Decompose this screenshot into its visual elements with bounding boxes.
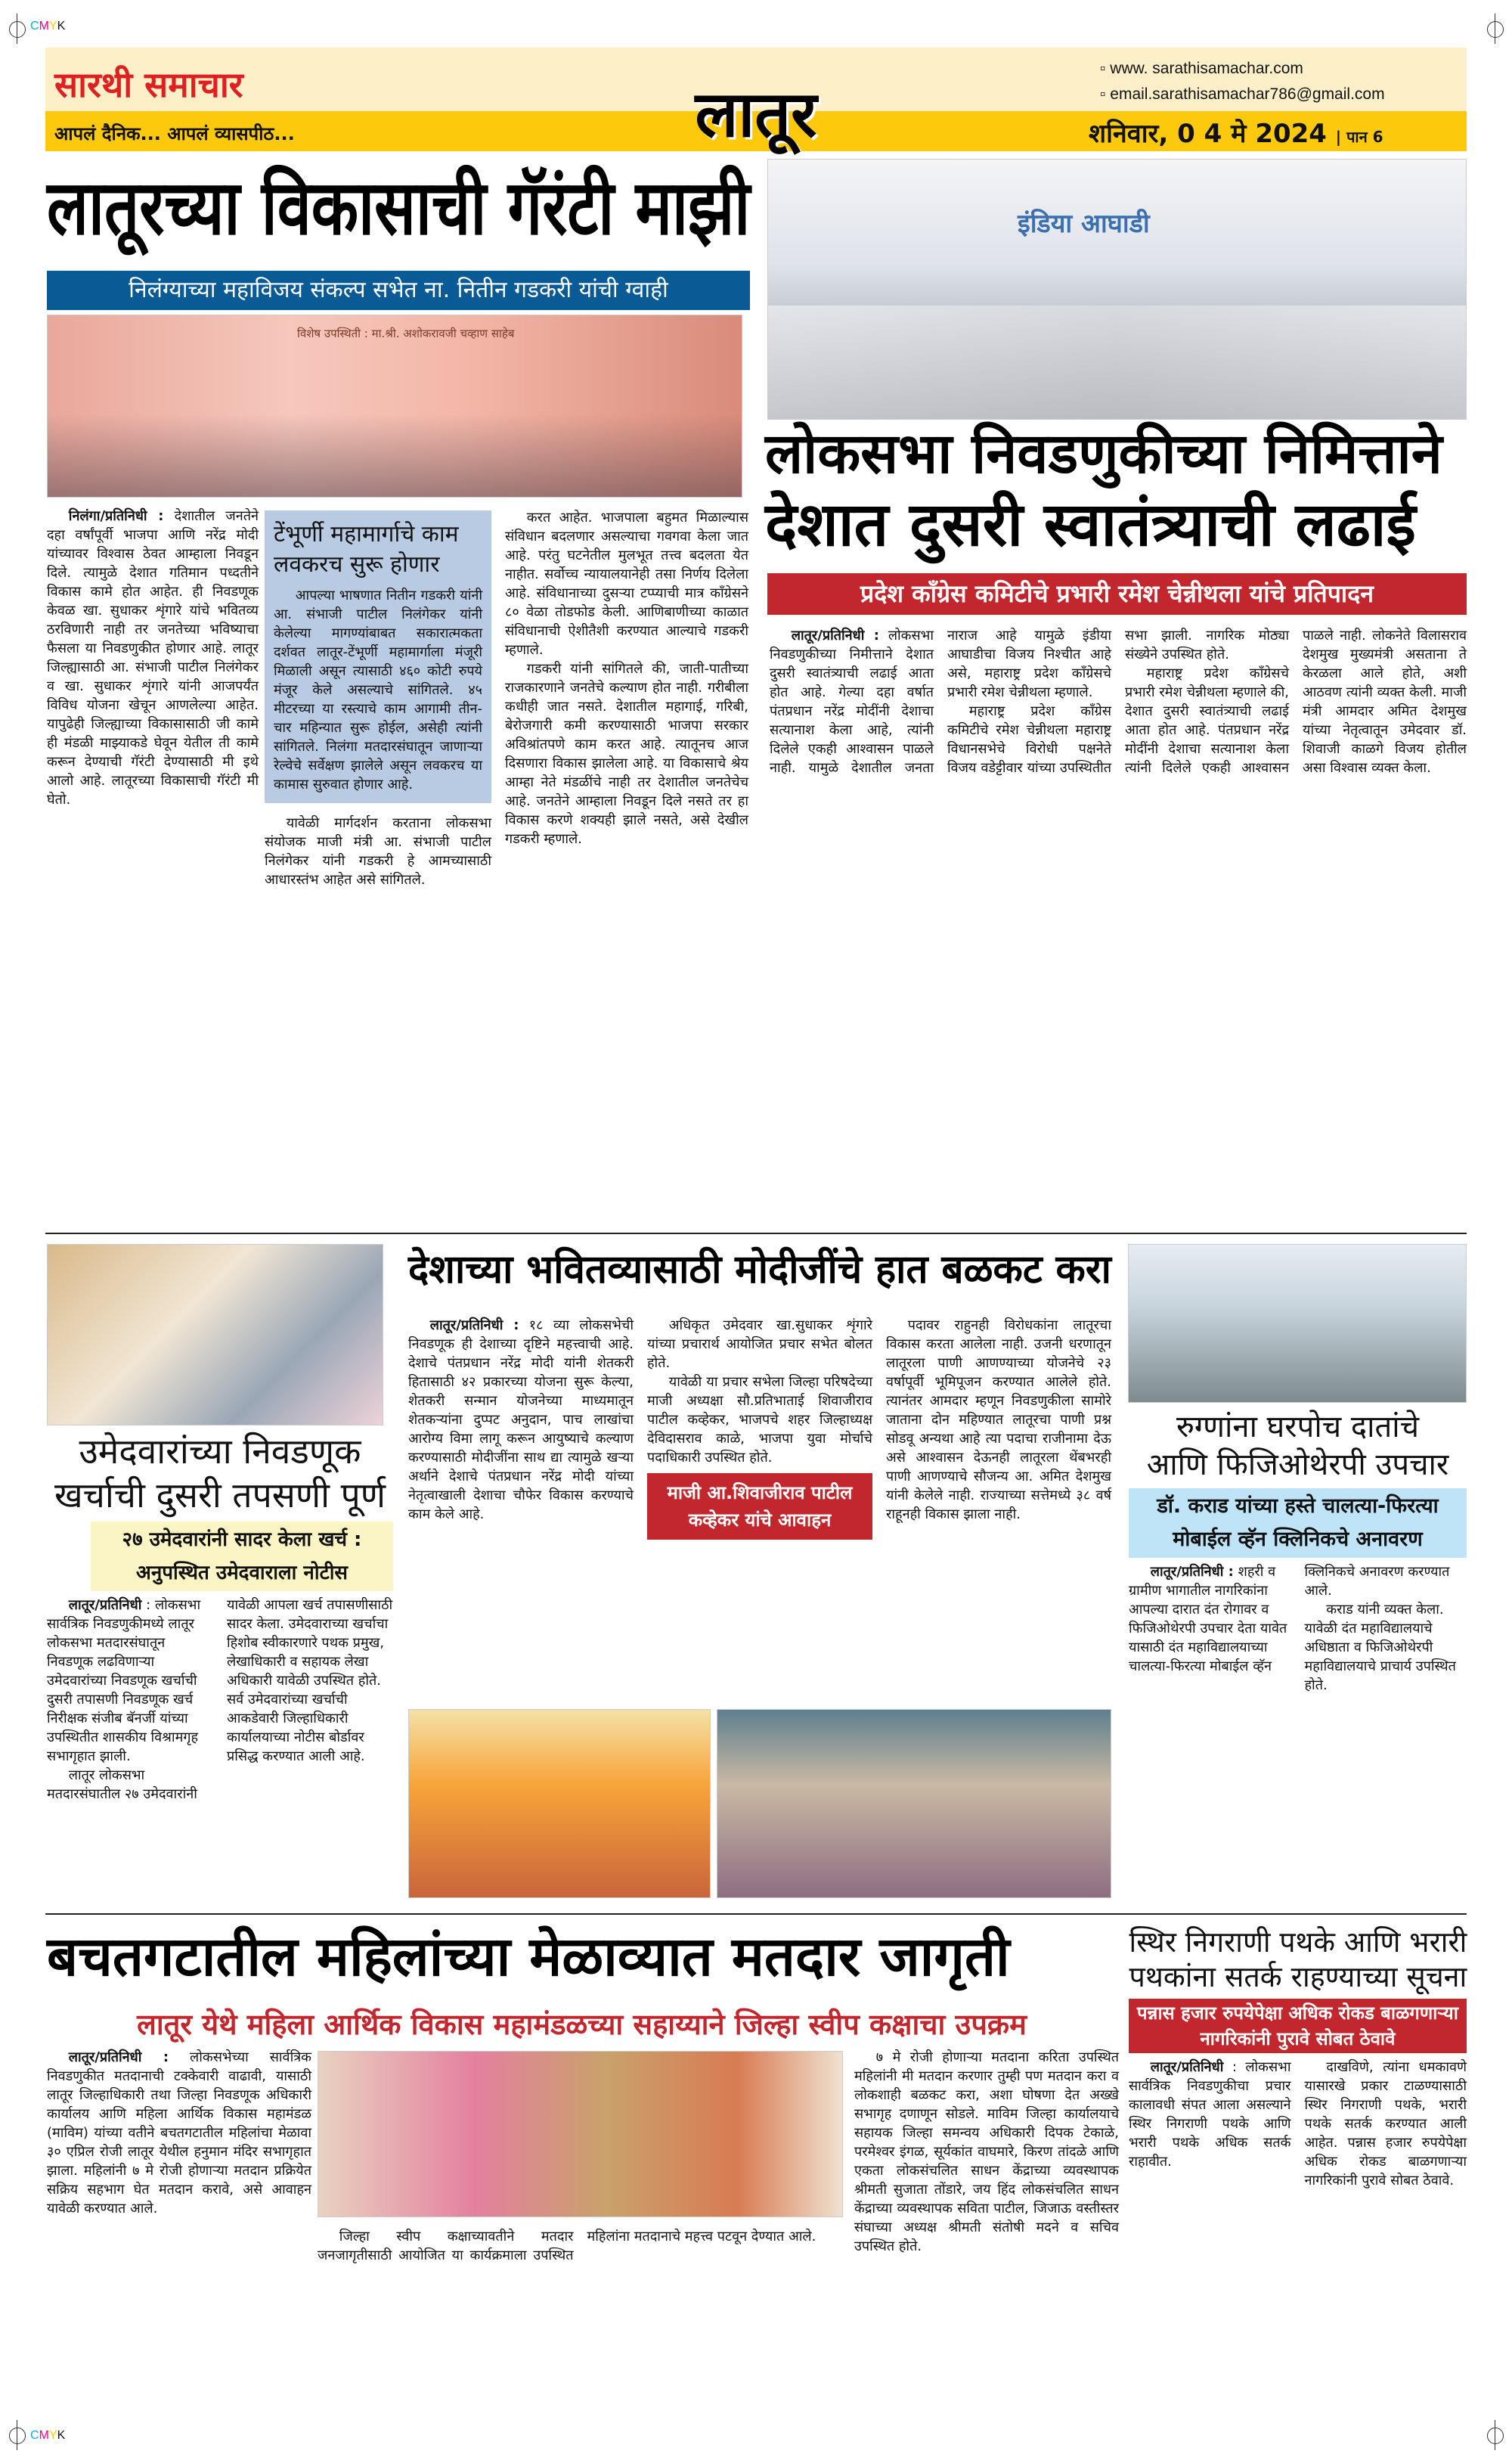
headline-line-text: रुग्णांना घरपोच दातांचे [1176,1410,1420,1444]
story5-stack [1129,1408,1467,1695]
story1-column-1 [47,507,259,809]
page-number: | पान 6 [1335,128,1383,146]
story2-headline-line2 [765,489,1467,560]
story6-column-lower [318,2227,843,2265]
story4-body [47,1596,393,1804]
paragraph: यावेळी या प्रचार सभेला जिल्हा परिषदेच्या माजी अध्यक्षा सौ.प्रतिभाताई शिवाजीराव पाटील कव्हेकर, भाजपचे शहर जिल्हाध्यक्ष देविदासराव काळे, भाजपा युवा मोर्चाचे पदाधिकारी उपस्थित होते. [647,1374,872,1466]
headline-line [1129,1408,1467,1446]
story1-column-2 [265,814,491,889]
cmyk-mark [30,20,65,33]
registration-mark [6,14,29,44]
logo-text: सारथी समाचार [54,64,243,105]
section-divider [45,1233,1467,1234]
story5-photo [1128,1244,1467,1403]
story4-stack [47,1429,393,1804]
paragraph: १८ व्या लोकसभेची निवडणूक ही देशाच्या दृष्टिने महत्त्वाची आहे. देशाचे पंतप्रधान नरेंद्र मोदी यांनी शेतकरी हितासाठी ४२ प्रकारच्या योजना सुरू केल्या, शेतकरी सन्मान योजनेच्या माध्यमातून शेतकर्‍यांना दुप्पट अनुदान, पाच लाखांचा आरोग्य विमा लागू करून आयुष्याचे कल्याण करण्यासाठी मोदीजींना साथ द्या त्यामुळे खर्‍या अर्थाने देशाचे पंतप्रधान नरेंद्र मोदी यांच्या नेतृत्वाखाली देशाचा चौफेर विकास करण्याचे काम केले आहे. [408,1317,634,1522]
story7-subhead: पन्नास हजार रुपयेपेक्षा अधिक रोकड बाळगणाऱ्या नागरिकांनी पुरावे सोबत ठेवावे [1129,1999,1467,2053]
edition-city-text: लातूर [695,77,817,151]
paragraph: : लोकसभा सार्वत्रिक निवडणुकीचा प्रचार कालावधी संपत आला असल्याने स्थिर निगराणी पथके आणि भरारी पथके अधिक सतर्क राहावीत. [1129,2059,1291,2170]
sidebar-text: आपल्या भाषणात नितीन गडकरी यांनी आ. संभाजी पाटील निलंगेकर यांनी केलेल्या मागण्यांबाबत सकारात्मकता दर्शवत लातूर-टेंभूर्णी महामार्गाला मंजूरी मिळाली असून त्यासाठी ४६० कोटी रुपये मंजूर केले असल्याचे सांगितले. ४५ मीटरच्या या रस्त्याचे काम आगामी तीन-चार महिन्यात सुरू होईल, असेही त्यांनी सांगितले. निलंगा मतदारसंघातून जाणार्‍या रेल्वेचे सर्वेक्षण झालेले असून लवकरच या कामास सुरुवात होणार आहे. [274,588,482,793]
edition-city [605,68,907,155]
paragraph: लोकसभा निवडणुकीच्या निमीत्ताने देशात दुसरी स्वातंत्र्याची लढाई आता होत आहे. गेल्या दहा वर्षात पंतप्रधान नरेंद्र मोदींनी देशाचा सत्यानाश केला आहे, त्यांनी दिलेले एकही आश्वासन पाळले नाही. यामुळे देशातील जनता नाराज आहे यामुळे इंडीया आघाडीचा विजय निश्चीत आहे असे, महाराष्ट्र प्रदेश काँग्रेसचे प्रभारी रमेश चेन्नीथला म्हणाले. [770,628,1111,776]
cmyk-c: C [30,20,39,33]
registration-mark [1484,14,1507,44]
registration-mark [1484,2420,1507,2450]
cmyk-m: M [39,20,49,33]
story5-body [1129,1562,1467,1695]
headline-line-text: खर्चाची दुसरी तपसणी पूर्ण [54,1475,386,1515]
story3-body [408,1316,1111,1540]
story4-photo [47,1244,383,1425]
story7-body [1129,2058,1467,2190]
headline-line-text: उमेदवारांच्या निवडणूक [79,1431,361,1472]
paragraph: लातूर लोकसभा मतदारसंघातील २७ उमेदवारांनी यावेळी आपला खर्च तपासणीसाठी सादर केला. उमेदवाराच्या खर्चाचा हिशोब स्वीकारणारे पथक प्रमुख, लेखाधिकारी व सहायक लेखा अधिकारी यावेळी उपस्थित होते. सर्व उमेदवारांच्या खर्चाची आकडेवारी जिल्हाधिकारी कार्यालयाच्या नोटीस बोर्डावर प्रसिद्ध करण्यात आली आहे. [47,1597,393,1802]
tagline [54,121,478,146]
headline-line [1129,1959,1467,1994]
story6-photo [318,2051,843,2217]
contact-info [1100,56,1385,107]
story1-middle-stack [265,510,491,889]
paragraph: अधिकृत उमेदवार खा.सुधाकर शृंगारे यांच्या प्रचारार्थ आयोजित प्रचार सभेत बोलत होते. [647,1317,872,1371]
story5-headline [1129,1408,1467,1484]
story1-sidebar-box [265,510,491,803]
dateline: लातूर/प्रतिनिधी : [429,1317,519,1333]
dateline: लातूर/प्रतिनिधी [1150,2059,1224,2075]
date-text: शनिवार, 0 4 मे 2024 [1089,119,1327,149]
issue-date [1089,115,1459,150]
paragraph: कराड यांनी व्यक्त केला. यावेळी दंत महाविद्यालयाचे अधिष्ठाता व फिजिओथेरपी महाविद्यालयाचे प्राचार्य उपस्थित होते. [1304,1602,1456,1693]
photo-banner-text [297,326,720,341]
story7-headline [1129,1925,1467,1994]
cmyk-y: Y [48,2429,57,2442]
cmyk-k: K [57,2429,66,2442]
tagline-text: आपलं दैनिक... आपलं व्यासपीठ... [54,123,295,144]
story5-subhead: डॉ. कराड यांच्या हस्ते चालत्या-फिरत्या मोबाईल व्हॅन क्लिनिकचे अनावरण [1129,1488,1467,1558]
newspaper-logo [54,60,478,107]
photo-banner-text: इंडिया आघाडी [1018,209,1150,239]
cmyk-y: Y [48,20,57,33]
website-link[interactable]: ▫ www. sarathisamachar.com [1100,56,1385,82]
cmyk-m: M [39,2429,49,2442]
story2-photo [767,159,1467,420]
paragraph: शहरी व ग्रामीण भागातील नागरिकांना आपल्या दारात दंत रोगावर व फिजिओथेरपी उपचार देता यावेत यासाठी दंत महाविद्यालयाच्या चालत्या-फिरत्या मोबाईल व्हॅन क्लिनिकचे अनावरण करण्यात आले. [1129,1564,1450,1674]
dateline: लातूर/प्रतिनिधी : [1150,1564,1234,1580]
dateline: लातूर/प्रतिनिधी : [68,2049,169,2065]
story7-stack [1129,1925,1467,2190]
story2-headline-line1-text: लोकसभा निवडणुकीच्या निमित्ताने [765,421,1442,486]
story2-body [770,626,1467,777]
headline-line-text: स्थिर निगराणी पथके आणि भरारी [1129,1925,1467,1959]
story6-column-right [854,2048,1119,2256]
dateline: लातूर/प्रतिनिधी : [791,628,879,644]
story6-column-1 [47,2048,311,2218]
paragraph: जिल्हा स्वीप कक्षाच्यावतीने मतदार जनजागृतीसाठी आयोजित या कार्यक्रमाला उपस्थित महिलांना मतदानाचे महत्त्व पटवून देण्यात आले. [318,2229,816,2263]
story4-subhead: २७ उमेदवारांनी सादर केला खर्च : अनुपस्थित उमेदवाराला नोटीस [91,1522,393,1591]
story1-column-3 [505,508,748,848]
story6-subhead [47,2004,1117,2043]
section-divider [45,1913,1467,1915]
dateline: लातूर/प्रतिनिधी [68,1597,142,1613]
story2-subhead-text: प्रदेश काँग्रेस कमिटीचे प्रभारी रमेश चेन्नीथला यांचे प्रतिपादन [860,579,1374,608]
paragraph: महाराष्ट्र प्रदेश काँग्रेसचे प्रभारी रमेश चेन्नीथला म्हणाले की, देशात दुसरी स्वातंत्र्याची लढाई आता होत आहे. पंतप्रधान नरेंद्र मोदींनी देशाचा सत्यानाश केला त्यांनी दिलेले एकही आश्वासन पाळले नाही. लोकनेते विलासराव देशमुख मुख्यमंत्री असताना ते केरळला आले होते, अशी आठवण त्यांनी व्यक्त केली. माजी मंत्री आमदार अमित देशमुख यांच्या नेतृत्वातून उमेदवार डॉ. शिवाजी काळगे विजय होतील असा विश्वास व्यक्त केला. [1125,628,1467,776]
paragraph: पदावर राहुनही विरोधकांना लातूरचा विकास करता आलेला नाही. उजनी धरणातून लातूरला पाणी आणण्याच्या योजनेचे २३ वर्षापूर्वी भूमिपूजन करण्यात आलेले होते. त्यानंतर आमदार म्हणून निवडणुकीला सामोरे जाताना दोन महिण्यात लातूरचा पाणी प्रश्न सोडवू अन्यथा आहे त्या पदाचा राजीनामा देऊ असे आश्वासन देऊनही लातूरला थेंबभरही पाणी आणण्याचे सौजन्य आ. अमित देशमुख यांनी केलेले नाही. राज्याच्या सत्तेमध्ये ३८ वर्ष राहूनही विकास झाला नाही. [886,1317,1111,1522]
paragraph: गडकरी यांनी सांगितले की, जाती-पातीच्या राजकारणाने जनतेचे कल्याण होत नाही. गरीबीला कधीही जात नसते. देशातील महागाई, गरिबी, बेरोजगारी कमी करण्यासाठी भाजपा सरकार अविश्रांतपणे काम करत आहे. त्यातूनच आज दिसणारा विकास झालेला आहे. या विकासाचे श्रेय आम्हा नेते मंडळींचे नाही तर देशातील जनतेचेच आहे. जनतेने आम्हाला निवडून दिले नसते तर हा विकास करणे शक्यही झाले नसते, असे देखील गडकरी म्हणाले. [505,661,748,847]
headline-line-text: पथकांना सतर्क राहण्याच्या सूचना [1129,1960,1467,1993]
story1-subhead-text: निलंग्याच्या महाविजय संकल्प सभेत ना. नितीन गडकरी यांची ग्वाही [129,277,668,303]
sidebar-title: टेंभूर्णी महामार्गाचे काम लवकरच सुरू होणार [274,521,459,578]
headline-line [1129,1925,1467,1959]
cmyk-c: C [30,2429,39,2442]
story6-headline [47,1925,1117,1988]
email-link[interactable]: ▫ email.sarathisamachar786@gmail.com [1100,82,1385,107]
story3-photo-1 [408,1709,711,1898]
registration-mark [6,2420,29,2450]
story1-headline-text: लातूरच्या विकासाची गॅरंटी माझी [47,163,751,252]
story1-headline [47,163,751,252]
paragraph: करत आहेत. भाजपाला बहुमत मिळाल्यास संविधान बदलणार असल्याचा गवगवा केला जात आहे. परंतु घटनेतील मुलभूत तत्त्व बदलता येत नाहीत. सर्वोच्च न्यायालयानेही तसा निर्णय दिलेला आहे. संविधानाच्या दुसर्‍या टप्प्याची मात्र काँग्रेसने ८० वेळा तोडफोड केली. आणिबाणीच्या काळात संविधानाची ऐशीतैशी करण्यात आल्याचे गडकरी म्हणाले. [505,510,748,658]
story1-photo [47,315,742,498]
story3-headline-text: देशाच्या भवितव्यासाठी मोदीजींचे हात बळकट करा [408,1247,1111,1292]
paragraph: देशातील जनतेने दहा वर्षांपूर्वी भाजपा आणि नरेंद्र मोदी यांच्यावर विश्वास ठेवत आम्हाला निवडून दिले. त्यामुळे देशात गतिमान पध्दतीने विकास कामे होत आहेत. ही निवडणूक केवळ खा. सुधाकर शृंगारे यांचे भवितव्य ठरविणारी नाही तर जनतेच्या भविष्याचा फैसला या निवडणुकीत होणार आहे. लातूर जिल्ह्यासाठी आ. संभाजी पाटील निलंगेकर व खा. सुधाकर शृंगारे यांनी आजपर्यंत विविध योजना खेचून आणलेल्या आहेत. यापुढेही जिल्ह्याच्या विकासासाठी जी कामे ही मंडळी माझ्याकडे घेवून येतील ती कामे करून देण्याची गॅरंटी देण्यासाठी मी इथे आलो आहे. लातूरच्या विकासाची गॅरंटी मी घेतो. [47,508,259,808]
paragraph: महाराष्ट्र प्रदेश काँग्रेस कमिटीचे रमेश चेन्नीथला महाराष्ट्र विधानसभेचे विरोधी पक्षनेते विजय वडेट्टीवार यांच्या उपस्थितीत सभा झाली. नागरिक मोठ्या संख्येने उपस्थित होते. [947,628,1289,776]
headline-line-text: आणि फिजिओथेरपी उपचार [1146,1447,1449,1482]
photo-banner-label: विशेष उपस्थिती : मा.श्री. अशोकरावजी चव्हाण साहेब [297,327,515,340]
paragraph: दाखविणे, त्यांना धमकावणे यासारखे प्रकार टाळण्यासाठी स्थिर निगराणी पथके, भरारी पथके सतर्क करण्यात आली आहेत. पन्नास हजार रुपयेपेक्षा अधिक रोकड बाळगणाऱ्या नागरिकांनी पुरावे सोबत ठेवावे. [1304,2059,1467,2189]
story2-subhead [767,573,1467,615]
story3-headline [408,1249,1111,1291]
story3-photo-2 [717,1709,1111,1898]
cmyk-k: K [57,20,66,33]
date-line [1089,115,1383,150]
story1-subhead [47,271,750,310]
cmyk-mark-bottom [30,2429,65,2443]
dateline: निलंगा/प्रतिनिधी : [68,508,164,524]
story2-headline-line1 [765,421,1467,486]
headline-line [47,1429,393,1473]
headline-line [47,1473,393,1517]
paragraph: ७ मे रोजी होणाऱ्या मतदाना करिता उपस्थित महिलांनी मी मतदान करणार तुम्ही पण मतदान करा व लोकशाही बळकट करा, अशा घोषणा देत अख्खे सभागृह दणाणून सोडले. माविम जिल्हा कार्यालयाचे सहायक जिल्हा समन्वय अधिकारी दिपक टेकाळे, परमेश्वर इंगळ, सूर्यकांत वाघमारे, किरण तांदळे आणि एकता लोकसंचलित साधन केंद्राच्या व्यवस्थापक श्रीमती सुजाता तोंडारे, जय हिंद लोकसंचलित साधन केंद्राच्या व्यवस्थापक सविता पाटील, जिजाऊ वस्तीस्तर संघाच्या अध्यक्ष श्रीमती संतोषी मदने व सचिव उपस्थित होते. [854,2049,1119,2254]
story3-callout: माजी आ.शिवाजीराव पाटील कव्हेकर यांचे आवाहन [647,1473,872,1540]
paragraph: लोकसभेच्या सार्वत्रिक निवडणुकीत मतदानाची टक्केवारी वाढावी, यासाठी लातूर जिल्हाधिकारी तथा जिल्हा निवडणूक अधिकारी कार्यालय आणि महिला आर्थिक विकास महामंडळ (माविम) यांच्या वतीने बचतगटातील महिलांचा मेळावा ३० एप्रिल रोजी लातूर येथील हनुमान मंदिर सभागृहात झाला. महिलांनी ७ मे रोजी होणाऱ्या मतदान प्रक्रियेत सक्रिय सहभाग घेत मतदान करावे, असे आवाहन यावेळी करण्यात आले. [47,2049,311,2216]
headline-line [1129,1446,1467,1484]
story4-headline [47,1429,393,1517]
story2-headline-line2-text: देशात दुसरी स्वातंत्र्याची लढाई [765,489,1416,560]
story6-subhead-text: लातूर येथे महिला आर्थिक विकास महामंडळच्या सहाय्याने जिल्हा स्वीप कक्षाचा उपक्रम [137,2008,1027,2041]
paragraph: यावेळी मार्गदर्शन करताना लोकसभा संयोजक माजी मंत्री आ. संभाजी पाटील निलंगेकर यांनी गडकरी हे आमच्यासाठी आधारस्तंभ आहेत असे सांगितले. [265,815,491,888]
story6-headline-text: बचतगटातील महिलांच्या मेळाव्यात मतदार जागृती [47,1925,1010,1988]
paragraph: : लोकसभा सार्वत्रिक निवडणुकीमध्ये लातूर लोकसभा मतदारसंघातून निवडणूक लढविणाऱ्या उमेदवारांच्या निवडणूक खर्चाची दुसरी तपासणी निवडणूक खर्च निरीक्षक संजीब बॅनर्जी यांच्या उपस्थितीत शासकीय विश्रामगृह सभागृहात झाली. [47,1597,201,1764]
